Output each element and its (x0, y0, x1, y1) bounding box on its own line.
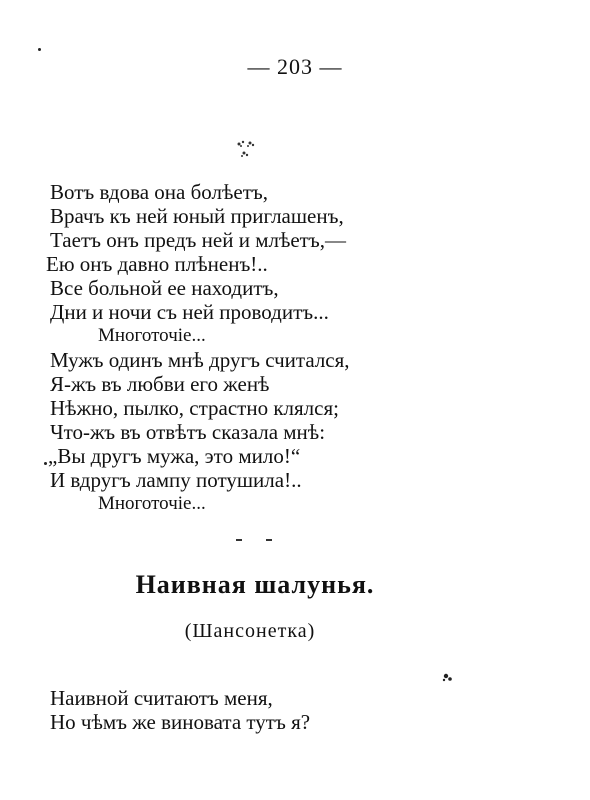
poem-line: Ею онъ давно плѣненъ!.. (46, 252, 268, 276)
margin-speck (38, 48, 41, 51)
song-line: Наивной считаютъ меня, (50, 686, 273, 710)
poem-line: Нѣжно, пылко, страстно клялся; (50, 396, 339, 420)
song-line: Но чѣмъ же виновата тутъ я? (50, 710, 311, 734)
ink-speck-ornament (440, 672, 456, 684)
song-title: Наивная шалунья. (135, 570, 375, 599)
poem-refrain: Многоточіе... (98, 325, 206, 346)
poem-line: Дни и ночи съ ней проводитъ... (50, 300, 329, 324)
poem-line: Мужъ одинъ мнѣ другъ считался, (50, 348, 350, 372)
asterism-ornament (230, 138, 260, 162)
poem-line: „Вы другъ мужа, это мило!“ (48, 444, 301, 468)
section-divider (236, 538, 272, 542)
margin-speck (44, 462, 47, 465)
poem-line: Врачъ къ ней юный приглашенъ, (50, 204, 344, 228)
poem-line: Вотъ вдова она болѣетъ, (50, 180, 269, 204)
poem-line: Я-жъ въ любви его женѣ (50, 372, 270, 396)
poem-line: И вдругъ лампу потушила!.. (50, 468, 302, 492)
poem-refrain: Многоточіе... (98, 493, 206, 514)
song-subtitle: (Шансонетка) (184, 620, 316, 642)
poem-line: Таетъ онъ предъ ней и млѣетъ,— (50, 228, 346, 252)
page-number: — 203 — (247, 54, 343, 79)
poem-line: Что-жъ въ отвѣтъ сказала мнѣ: (50, 420, 326, 444)
poem-line: Все больной ее находитъ, (50, 276, 279, 300)
